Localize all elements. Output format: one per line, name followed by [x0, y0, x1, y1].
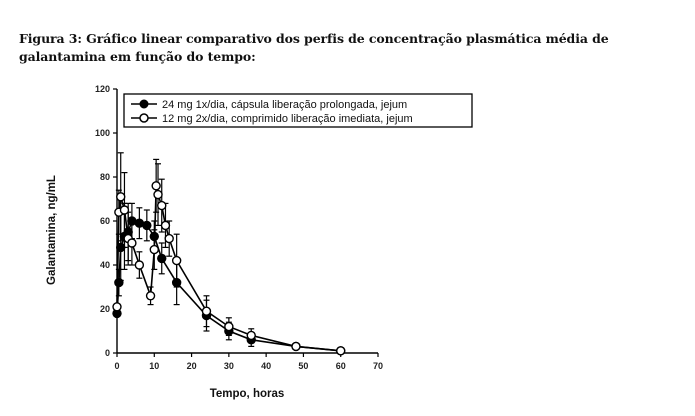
- data-point-open: [337, 347, 345, 355]
- x-tick-label: 70: [372, 361, 384, 371]
- x-tick-label: 10: [149, 361, 160, 371]
- data-point-open: [247, 331, 255, 339]
- data-point-open: [158, 202, 166, 210]
- data-point-open: [150, 246, 158, 254]
- data-point-filled: [115, 279, 123, 287]
- data-point-open: [292, 342, 300, 350]
- data-point-open: [173, 257, 181, 265]
- y-tick-label: 80: [99, 172, 110, 182]
- y-tick-label: 0: [104, 348, 110, 358]
- x-tick-label: 30: [223, 361, 234, 371]
- data-point-open: [120, 206, 128, 214]
- data-point-open: [202, 307, 210, 315]
- data-point-open: [154, 191, 162, 199]
- legend-label-series-1: 24 mg 1x/dia, cápsula liberação prolongada, jejum: [162, 99, 408, 111]
- y-tick-label: 60: [99, 216, 110, 226]
- x-tick-label: 20: [186, 361, 197, 371]
- data-point-open: [165, 235, 173, 243]
- data-point-open: [128, 239, 136, 247]
- data-point-open: [152, 182, 160, 190]
- legend-marker-series-1: [140, 100, 148, 108]
- x-tick-label: 40: [261, 361, 272, 371]
- y-axis-label: Galantamina, ng/mL: [46, 175, 58, 285]
- legend-marker-series-2: [140, 114, 148, 122]
- legend-label-series-2: 12 mg 2x/dia, comprimido liberação imediata, jejum: [162, 113, 413, 125]
- x-axis-label: Tempo, horas: [209, 388, 285, 400]
- y-tick-label: 120: [94, 84, 110, 94]
- series-2: [113, 153, 345, 355]
- data-point-open: [161, 221, 169, 229]
- y-tick-label: 40: [99, 260, 110, 270]
- x-tick-label: 60: [335, 361, 346, 371]
- data-point-filled: [143, 221, 151, 229]
- data-point-open: [113, 303, 121, 311]
- chart-series: [113, 153, 345, 355]
- data-point-open: [117, 193, 125, 201]
- data-point-filled: [158, 254, 166, 262]
- data-point-open: [135, 261, 143, 269]
- data-point-open: [225, 323, 233, 331]
- x-tick-label: 0: [114, 361, 120, 371]
- chart-legend: [124, 94, 472, 127]
- data-point-open: [147, 292, 155, 300]
- y-tick-label: 20: [99, 304, 110, 314]
- x-tick-label: 50: [298, 361, 309, 371]
- figure-caption: Figura 3: Gráfico linear comparativo dos perfis de concentração plasmática média de galantamina em função do tempo:: [19, 31, 609, 64]
- y-tick-label: 100: [94, 128, 110, 138]
